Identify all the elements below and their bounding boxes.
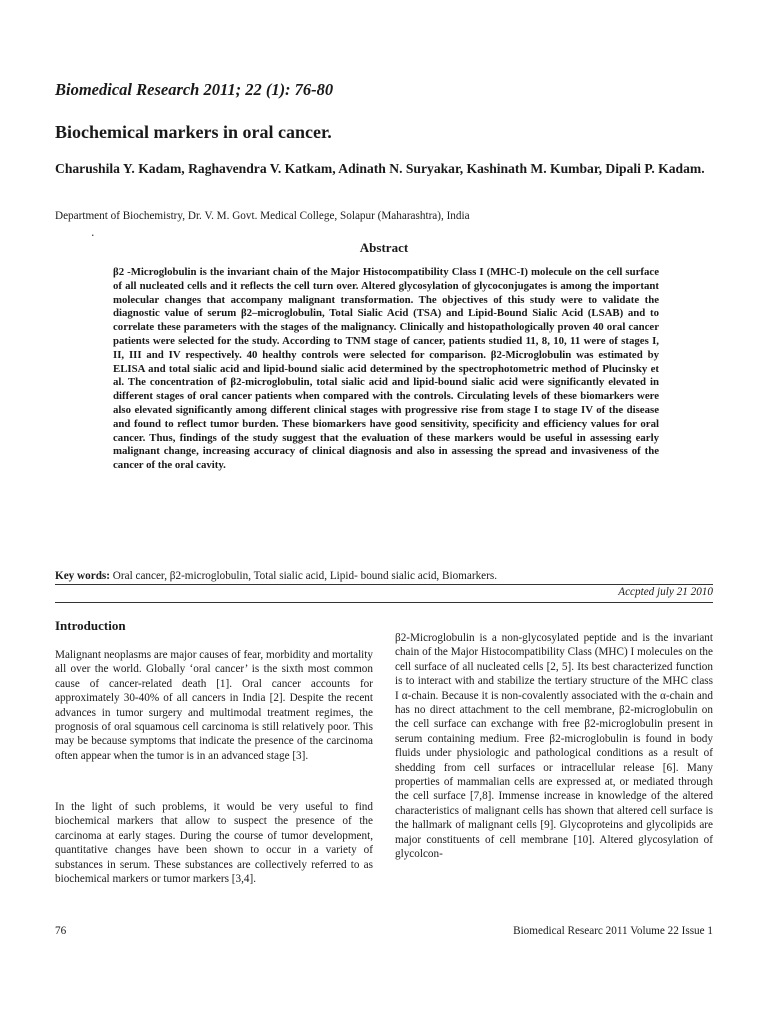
paper-title: Biochemical markers in oral cancer. [55, 122, 332, 142]
footer-journal: Biomedical Researc 2011 Volume 22 Issue 1 [513, 925, 713, 937]
keywords-label: Key words: [55, 570, 110, 582]
header-bottom-rule [55, 602, 713, 603]
accepted-date: Accpted july 21 2010 [618, 586, 713, 598]
keywords-text: Oral cancer, β2-microglobulin, Total sialic acid, Lipid- bound sialic acid, Biomarkers. [110, 570, 497, 582]
introduction-heading: Introduction [55, 618, 126, 633]
page-number: 76 [55, 925, 67, 937]
keywords-rule [55, 584, 713, 585]
author-list: Charushila Y. Kadam, Raghavendra V. Katkam, Adinath N. Suryakar, Kashinath M. Kumbar, Dipali P. Kadam. [55, 161, 705, 176]
left-column-paragraph-2: In the light of such problems, it would be very useful to find biochemical markers that allow to suspect the presence of the carcinoma at early stages. During the course of tumor development, quantitative changes have been shown to occur in a variety of substances in serum. These substances are collectively referred to as biochemical markers or tumor markers [3,4]. [55, 801, 373, 886]
left-column-paragraph-1: Malignant neoplasms are major causes of fear, morbidity and mortality all over the world. Globally ‘oral cancer’ is the sixth most common cause of cancer-related death [1]. Oral cancer accounts for approximately 30-40% of all cancers in India [2]. Despite the recent advances in tumor surgery and multimodal treatment regimes, the prognosis of oral squamous cell carcinoma is still relatively poor. This may be because symptoms that indicate the presence of the carcinoma often appear when the tumor is in an advanced stage [3]. [55, 649, 373, 762]
right-column-paragraph-1: β2-Microglobulin is a non-glycosylated peptide and is the invariant chain of the Major Histocompatibility Class (MHC) I molecules on the cell surface of all nucleated cells [2, 5]. Its best characterized function is to interact with and stabilize the tertiary structure of the MHC class I α-chain. Because it is non-covalently associated with the α-chain and has no direct attachment to the cell membrane, β2-microglobulin on the cell surface can exchange with free β2-microglobulin present in serum containing medium. Free β2-microglobulin is found in body fluids under physiologic and pathological conditions as a result of shedding from cell surfaces or intracellular release [6]. Many properties of mammalian cells are expressed at, or mediated through the cell surface [7,8]. Immense increase in knowledge of the altered characteristics of malignant cells has shown that altered cell surface is the hallmark of malignant cells [9]. Glycoproteins and glycolipids are major constituents of cell membrane [10]. Altered glycosylation of glycolcon- [395, 632, 713, 861]
abstract-body: β2 -Microglobulin is the invariant chain of the Major Histocompatibility Class I (MHC-I) molecule on the cell surface of all nucleated cells and it reflects the cell turn over. Altered glycosylation of glycoconjugates is among the important molecular changes that accompany malignant transformation. The objectives of this study were to validate the diagnostic value of serum β2–microglobulin, Total Sialic Acid (TSA) and Lipid-Bound Sialic Acid (LSAB) and to correlate these parameters with the stages of the malignancy. Clinically and histopathologically proven 40 oral cancer patients were selected for the study. According to TNM stage of cancer, patients studied 11, 8, 10, 11 were of stages I, II, III and IV respectively. 40 healthy controls were selected for comparison. β2-Microglobulin was estimated by ELISA and total sialic acid and lipid-bound sialic acid determined by the spectrophotometric method of Plucinsky et al. The concentration of β2-microglobulin, total sialic acid and lipid-bound sialic acid were significantly elevated in different stages of oral cancer patients when compared with the controls. Circulating levels of these biomarkers were also elevated significantly among different clinical stages with progressive rise from stage I to stage IV of the disease and found to reflect tumor burden. These biomarkers have good sensitivity, specificity and efficiency values for oral cancer. Thus, findings of the study suggest that the evaluation of these markers would be useful in assessing early malignant change, increasing accuracy of clinical diagnosis and also in assessing the spread and invasiveness of the cancer of the oral cavity. [113, 266, 659, 472]
keywords-line [55, 570, 497, 582]
journal-citation: Biomedical Research 2011; 22 (1): 76-80 [55, 80, 334, 99]
affiliation: Department of Biochemistry, Dr. V. M. Govt. Medical College, Solapur (Maharashtra), India [55, 210, 470, 222]
affiliation-dot: . [91, 226, 95, 239]
abstract-heading: Abstract [359, 240, 409, 255]
